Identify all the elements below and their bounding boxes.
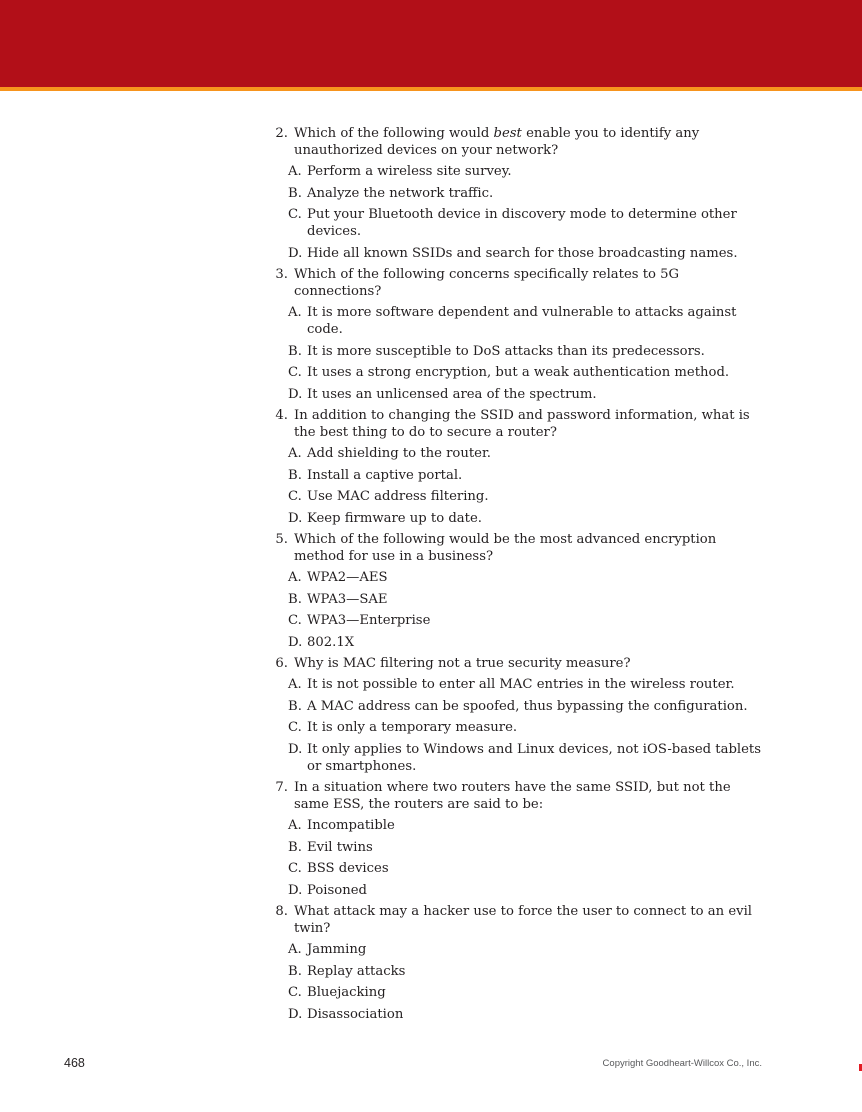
option-text: Poisoned bbox=[307, 882, 367, 898]
option-text: Put your Bluetooth device in discovery mode to determine other devices. bbox=[307, 207, 737, 239]
answer-option bbox=[288, 488, 767, 505]
option-letter: A. bbox=[288, 570, 302, 585]
question-text-part: enable you to identify any unauthorized devices on your network? bbox=[294, 126, 700, 158]
answer-option bbox=[288, 676, 767, 693]
question-text: In addition to changing the SSID and password information, what is the best thing to do to secure a router? bbox=[294, 408, 750, 440]
question-number: 5. bbox=[275, 532, 288, 547]
question-number: 6. bbox=[275, 656, 288, 671]
option-letter: A. bbox=[288, 818, 302, 833]
option-letter: C. bbox=[288, 720, 302, 735]
answer-option bbox=[288, 304, 767, 338]
question-text: Which of the following concerns specifically relates to 5G connections? bbox=[294, 267, 680, 299]
answer-options bbox=[288, 445, 767, 527]
option-text: It is only a temporary measure. bbox=[307, 720, 518, 735]
question-item bbox=[267, 125, 767, 262]
option-text: Incompatible bbox=[307, 818, 395, 833]
question-number: 7. bbox=[275, 780, 288, 795]
option-letter: A. bbox=[288, 164, 302, 179]
option-text: Replay attacks bbox=[307, 963, 406, 979]
answer-options bbox=[288, 163, 767, 262]
answer-option bbox=[288, 860, 767, 877]
option-letter: D. bbox=[288, 882, 303, 898]
question-number: 3. bbox=[275, 267, 288, 282]
option-text: BSS devices bbox=[307, 861, 389, 876]
option-text: It uses an unlicensed area of the spectrum. bbox=[307, 386, 597, 402]
answer-option bbox=[288, 591, 767, 608]
option-letter: C. bbox=[288, 365, 302, 380]
header-stripe bbox=[0, 87, 862, 91]
question-item bbox=[267, 407, 767, 527]
answer-option bbox=[288, 163, 767, 180]
question-emphasis: best bbox=[493, 126, 522, 141]
option-text: Evil twins bbox=[307, 839, 373, 855]
option-letter: C. bbox=[288, 207, 302, 222]
answer-option bbox=[288, 719, 767, 736]
answer-option bbox=[288, 882, 767, 899]
question-text-part: Which of the following would bbox=[294, 126, 494, 141]
option-text: Analyze the network traffic. bbox=[307, 185, 494, 201]
answer-option bbox=[288, 963, 767, 980]
option-letter: D. bbox=[288, 741, 303, 757]
option-text: A MAC address can be spoofed, thus bypassing the configuration. bbox=[307, 698, 748, 714]
answer-option bbox=[288, 1006, 767, 1023]
answer-option bbox=[288, 510, 767, 527]
option-text: It only applies to Windows and Linux devices, not iOS-based tablets or smartphones. bbox=[307, 741, 761, 774]
option-letter: A. bbox=[288, 942, 302, 957]
page-number: 468 bbox=[64, 1056, 85, 1070]
answer-option bbox=[288, 817, 767, 834]
option-text: Add shielding to the router. bbox=[307, 446, 491, 461]
option-letter: B. bbox=[288, 963, 302, 979]
option-letter: D. bbox=[288, 1006, 303, 1022]
option-letter: A. bbox=[288, 677, 302, 692]
option-letter: B. bbox=[288, 591, 302, 607]
option-letter: D. bbox=[288, 245, 303, 261]
answer-option bbox=[288, 612, 767, 629]
option-text: Use MAC address filtering. bbox=[307, 489, 489, 504]
option-text: 802.1X bbox=[307, 634, 355, 650]
question-text: Which of the following would be the most advanced encryption method for use in a business? bbox=[294, 532, 717, 564]
option-letter: C. bbox=[288, 861, 302, 876]
answer-option bbox=[288, 941, 767, 958]
question-text: Why is MAC filtering not a true security measure? bbox=[294, 656, 631, 671]
option-text: It is more susceptible to DoS attacks than its predecessors. bbox=[307, 343, 705, 359]
option-text: Install a captive portal. bbox=[307, 467, 463, 483]
option-letter: A. bbox=[288, 305, 302, 320]
answer-option bbox=[288, 206, 767, 240]
answer-option bbox=[288, 386, 767, 403]
option-letter: B. bbox=[288, 839, 302, 855]
question-item bbox=[267, 531, 767, 651]
option-letter: B. bbox=[288, 343, 302, 359]
answer-options bbox=[288, 817, 767, 899]
option-letter: C. bbox=[288, 613, 302, 628]
answer-option bbox=[288, 343, 767, 360]
option-text: WPA3—Enterprise bbox=[307, 613, 431, 628]
option-text: Hide all known SSIDs and search for those broadcasting names. bbox=[307, 245, 738, 261]
option-letter: D. bbox=[288, 510, 303, 526]
question-list bbox=[267, 125, 767, 1027]
question-text bbox=[288, 125, 767, 159]
header-band bbox=[0, 0, 862, 87]
answer-option bbox=[288, 185, 767, 202]
option-text: Disassociation bbox=[307, 1006, 404, 1022]
answer-option bbox=[288, 445, 767, 462]
copyright-notice: Copyright Goodheart-Willcox Co., Inc. bbox=[602, 1058, 762, 1069]
option-text: It is not possible to enter all MAC entries in the wireless router. bbox=[307, 677, 735, 692]
option-text: WPA3—SAE bbox=[307, 591, 388, 607]
option-text: It is more software dependent and vulnerable to attacks against code. bbox=[307, 305, 737, 337]
question-item bbox=[267, 779, 767, 899]
answer-option bbox=[288, 364, 767, 381]
option-text: WPA2—AES bbox=[307, 570, 388, 585]
answer-option bbox=[288, 245, 767, 262]
answer-option bbox=[288, 569, 767, 586]
question-text: What attack may a hacker use to force the user to connect to an evil twin? bbox=[294, 904, 753, 936]
option-letter: D. bbox=[288, 386, 303, 402]
answer-options bbox=[288, 676, 767, 775]
answer-option bbox=[288, 741, 767, 775]
option-letter: D. bbox=[288, 634, 303, 650]
answer-option bbox=[288, 467, 767, 484]
answer-option bbox=[288, 634, 767, 651]
answer-option bbox=[288, 698, 767, 715]
answer-options bbox=[288, 569, 767, 651]
question-item bbox=[267, 655, 767, 775]
question-item bbox=[267, 266, 767, 403]
answer-option bbox=[288, 839, 767, 856]
option-text: Perform a wireless site survey. bbox=[307, 164, 512, 179]
option-letter: B. bbox=[288, 467, 302, 483]
question-item bbox=[267, 903, 767, 1023]
option-letter: C. bbox=[288, 489, 302, 504]
option-text: Jamming bbox=[307, 942, 367, 957]
option-text: Keep firmware up to date. bbox=[307, 510, 482, 526]
option-letter: B. bbox=[288, 185, 302, 201]
option-text: Bluejacking bbox=[307, 985, 386, 1000]
question-number: 8. bbox=[275, 904, 288, 919]
question-number: 4. bbox=[275, 408, 288, 423]
answer-options bbox=[288, 941, 767, 1023]
option-letter: A. bbox=[288, 446, 302, 461]
question-text: In a situation where two routers have the same SSID, but not the same ESS, the routers are said to be: bbox=[294, 780, 731, 812]
option-letter: B. bbox=[288, 698, 302, 714]
option-text: It uses a strong encryption, but a weak authentication method. bbox=[307, 365, 730, 380]
option-letter: C. bbox=[288, 985, 302, 1000]
question-number: 2. bbox=[275, 126, 288, 141]
answer-option bbox=[288, 984, 767, 1001]
answer-options bbox=[288, 304, 767, 403]
